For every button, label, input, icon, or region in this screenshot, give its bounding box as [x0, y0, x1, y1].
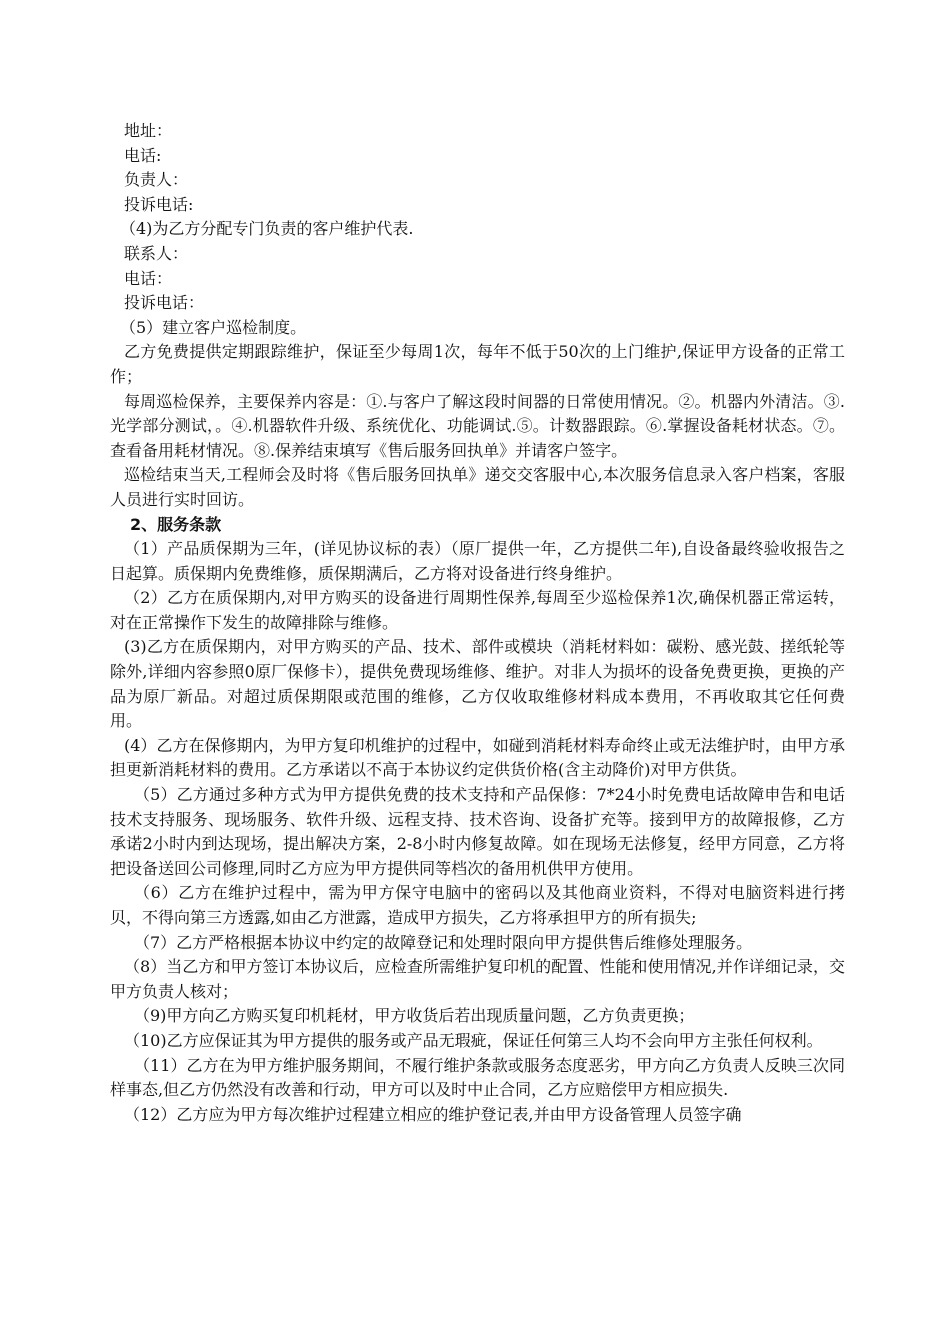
clause-4: (4）乙方在保修期内，为甲方复印机维护的过程中，如碰到消耗材料寿命终止或无法维护时，由甲方承担更新消耗材料的费用。乙方承诺以不高于本协议约定供货价格(含主动降价)对甲方供货。 [110, 735, 845, 780]
clause-9: （9)甲方向乙方购买复印机耗材，甲方收货后若出现质量问题，乙方负责更换； [134, 1006, 695, 1026]
item-5: （5）建立客户巡检制度。 [120, 317, 307, 337]
clause-2: （2）乙方在质保期内,对甲方购买的设备进行周期性保养,每周至少巡检保养1次,确保机器正常运转，对在正常操作下发生的故障排除与维修。 [110, 588, 845, 632]
section-title-service-terms: 2、服务条款 [130, 514, 222, 534]
rep-phone-field: 电话： [124, 268, 173, 288]
clause-12: （12）乙方应为甲方每次维护过程建立相应的维护登记表,并由甲方设备管理人员签字确 [124, 1104, 742, 1124]
document-body [110, 119, 845, 1127]
paragraph-maintenance: 乙方免费提供定期跟踪维护，保证至少每周1次，每年不低于50次的上门维护,保证甲方设备的正常工作； [110, 342, 845, 386]
clause-8: （8）当乙方和甲方签订本协议后，应检查所需维护复印机的配置、性能和使用情况,并作详细记录，交甲方负责人核对； [110, 957, 845, 1001]
rep-complaint-phone-field: 投诉电话： [124, 293, 205, 313]
clause-7: （7）乙方严格根据本协议中约定的故障登记和处理时限向甲方提供售后维修处理服务。 [134, 932, 753, 952]
item-4: （4)为乙方分配专门负责的客户维护代表. [120, 219, 414, 239]
rep-contact-field: 联系人： [124, 243, 189, 263]
paragraph-inspection-end: 巡检结束当天,工程师会及时将《售后服务回执单》递交交客服中心,本次服务信息录入客户档案，客服人员进行实时回访。 [110, 465, 845, 509]
address-field: 地址： [124, 121, 173, 140]
clause-5: （5）乙方通过多种方式为甲方提供免费的技术支持和产品保修：7*24小时免费电话故障申告和电话技术支持服务、现场服务、软件升级、远程支持、技术咨询、设备扩充等。接到甲方的故障报修，乙方承诺2小时内到达现场，提出解决方案，2-8小时内修复故障。如在现场无法修复，经甲方同意，乙方将把设备送回公司修理,同时乙方应为甲方提供同等档次的备用机供甲方使用。 [110, 785, 845, 878]
clause-11: （11）乙方在为甲方维护服务期间，不履行维护条款或服务态度恶劣，甲方向乙方负责人反映三次同样事态,但乙方仍然没有改善和行动，甲方可以及时中止合同，乙方应赔偿甲方相应损失. [110, 1055, 845, 1100]
complaint-phone-field: 投诉电话: [124, 194, 194, 214]
clause-3: (3)乙方在质保期内，对甲方购买的产品、技术、部件或模块（消耗材料如：碳粉、感光鼓、搓纸轮等除外,详细内容参照0原厂保修卡），提供免费现场维修、维护。对非人为损坏的设备免费更换，更换的产品为原厂新品。对超过质保期限或范围的维修，乙方仅收取维修材料成本费用，不再收取其它任何费用。 [110, 637, 845, 731]
phone-field: 电话: [124, 145, 162, 165]
paragraph-inspection-content: 每周巡检保养，主要保养内容是：①.与客户了解这段时间器的日常使用情况。②。机器内外清洁。③.光学部分测试，。④.机器软件升级、系统优化、功能调试.⑤。计数器跟踪。⑥.掌握设备耗材状态。⑦。查看备用耗材情况。⑧.保养结束填写《售后服务回执单》并请客户签字。 [110, 391, 845, 460]
clause-10: （10)乙方应保证其为甲方提供的服务或产品无瑕疵，保证任何第三人均不会向甲方主张任何权利。 [124, 1030, 823, 1050]
clause-6: （6）乙方在维护过程中，需为甲方保守电脑中的密码以及其他商业资料，不得对电脑资料进行拷贝，不得向第三方透露,如由乙方泄露，造成甲方损失，乙方将承担甲方的所有损失; [110, 883, 845, 927]
clause-1: （1）产品质保期为三年，(详见协议标的表）（原厂提供一年，乙方提供二年),自设备最终验收报告之日起算。质保期内免费维修，质保期满后，乙方将对设备进行终身维护。 [110, 539, 845, 583]
manager-field: 负责人： [124, 170, 189, 190]
